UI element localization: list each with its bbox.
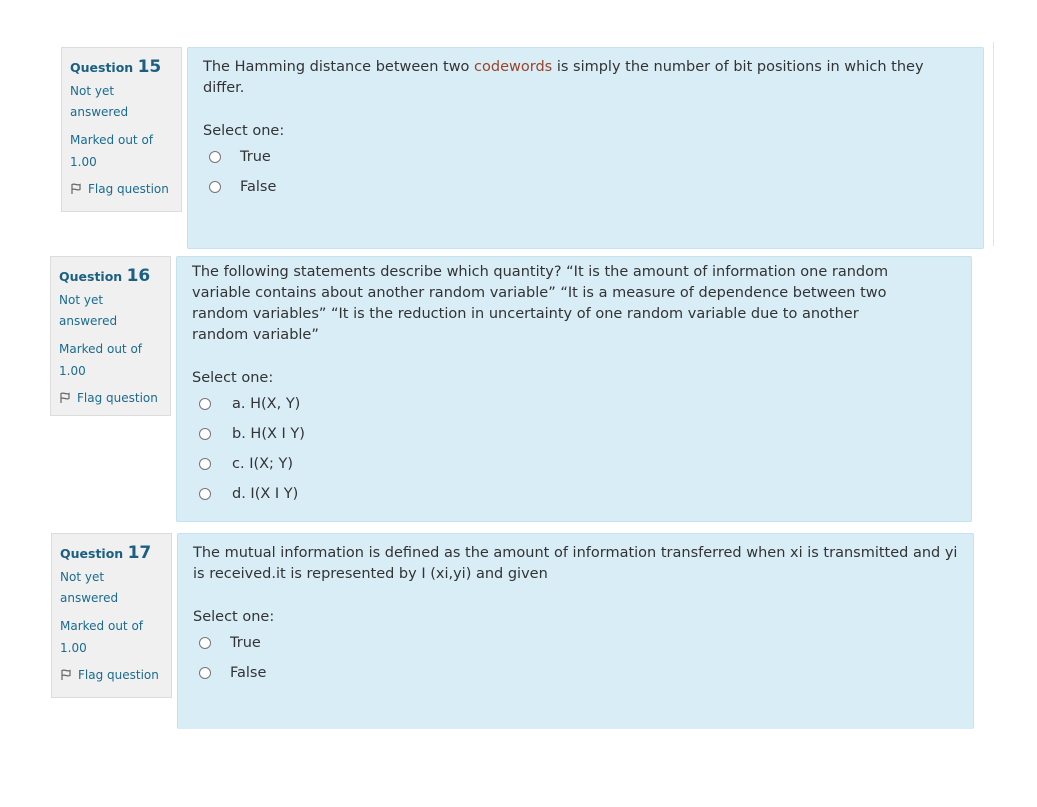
radio-button[interactable] bbox=[209, 151, 221, 163]
question-15-info bbox=[61, 47, 182, 212]
flag-icon bbox=[70, 183, 82, 195]
question-15-option-false[interactable]: False bbox=[203, 172, 968, 202]
question-16-info bbox=[50, 256, 171, 416]
question-17-prompt: Select one: bbox=[193, 609, 275, 625]
radio-button[interactable] bbox=[199, 637, 211, 649]
radio-button[interactable] bbox=[199, 458, 211, 470]
question-16-content bbox=[176, 256, 972, 522]
question-17-state: Not yet answered bbox=[60, 570, 119, 605]
question-15-grade: Marked out of 1.00 bbox=[70, 133, 154, 169]
question-16-prompt: Select one: bbox=[192, 370, 274, 386]
question-17-text: The mutual information is defined as the amount of information transferred when xi is transmitted and yi is received.it is represented by I (xi,yi) and given bbox=[193, 545, 958, 582]
question-15-prompt: Select one: bbox=[203, 123, 285, 139]
question-16-option-a[interactable]: a. H(X, Y) bbox=[192, 389, 956, 419]
question-17-option-true[interactable]: True bbox=[193, 628, 958, 658]
question-15-content bbox=[187, 47, 984, 249]
question-15-state: Not yet answered bbox=[70, 84, 129, 119]
question-16-grade: Marked out of 1.00 bbox=[59, 342, 143, 378]
radio-button[interactable] bbox=[209, 181, 221, 193]
radio-button[interactable] bbox=[199, 428, 211, 440]
question-16-number: Question 16 bbox=[59, 266, 151, 286]
question-16-state: Not yet answered bbox=[59, 293, 118, 328]
question-15-text: The Hamming distance between two codewords is simply the number of bit positions in which they differ. bbox=[203, 59, 924, 96]
question-16-option-b[interactable]: b. H(X I Y) bbox=[192, 419, 956, 449]
question-17-grade: Marked out of 1.00 bbox=[60, 619, 144, 655]
question-15-number: Question 15 bbox=[70, 57, 162, 77]
question-15-flag[interactable]: Flag question bbox=[70, 182, 173, 196]
divider bbox=[993, 42, 994, 246]
radio-button[interactable] bbox=[199, 488, 211, 500]
question-16-option-d[interactable]: d. I(X I Y) bbox=[192, 479, 956, 509]
flag-icon bbox=[59, 392, 71, 404]
flag-icon bbox=[60, 669, 72, 681]
question-17-content bbox=[177, 533, 974, 729]
radio-button[interactable] bbox=[199, 667, 211, 679]
radio-button[interactable] bbox=[199, 398, 211, 410]
question-15-option-true[interactable]: True bbox=[203, 142, 968, 172]
question-17-number: Question 17 bbox=[60, 543, 152, 563]
question-17-flag[interactable]: Flag question bbox=[60, 668, 163, 682]
question-16-text: The following statements describe which quantity? “It is the amount of information one random variable contains about another random variable” “It is a measure of dependence between two random variables” “It is the reduction in uncertainty of one random variable due to another random variable” bbox=[192, 264, 889, 343]
question-17-option-false[interactable]: False bbox=[193, 658, 958, 688]
question-17-info bbox=[51, 533, 172, 698]
question-16-flag[interactable]: Flag question bbox=[59, 391, 162, 405]
question-16-option-c[interactable]: c. I(X; Y) bbox=[192, 449, 956, 479]
codewords-highlight: codewords bbox=[474, 59, 553, 75]
